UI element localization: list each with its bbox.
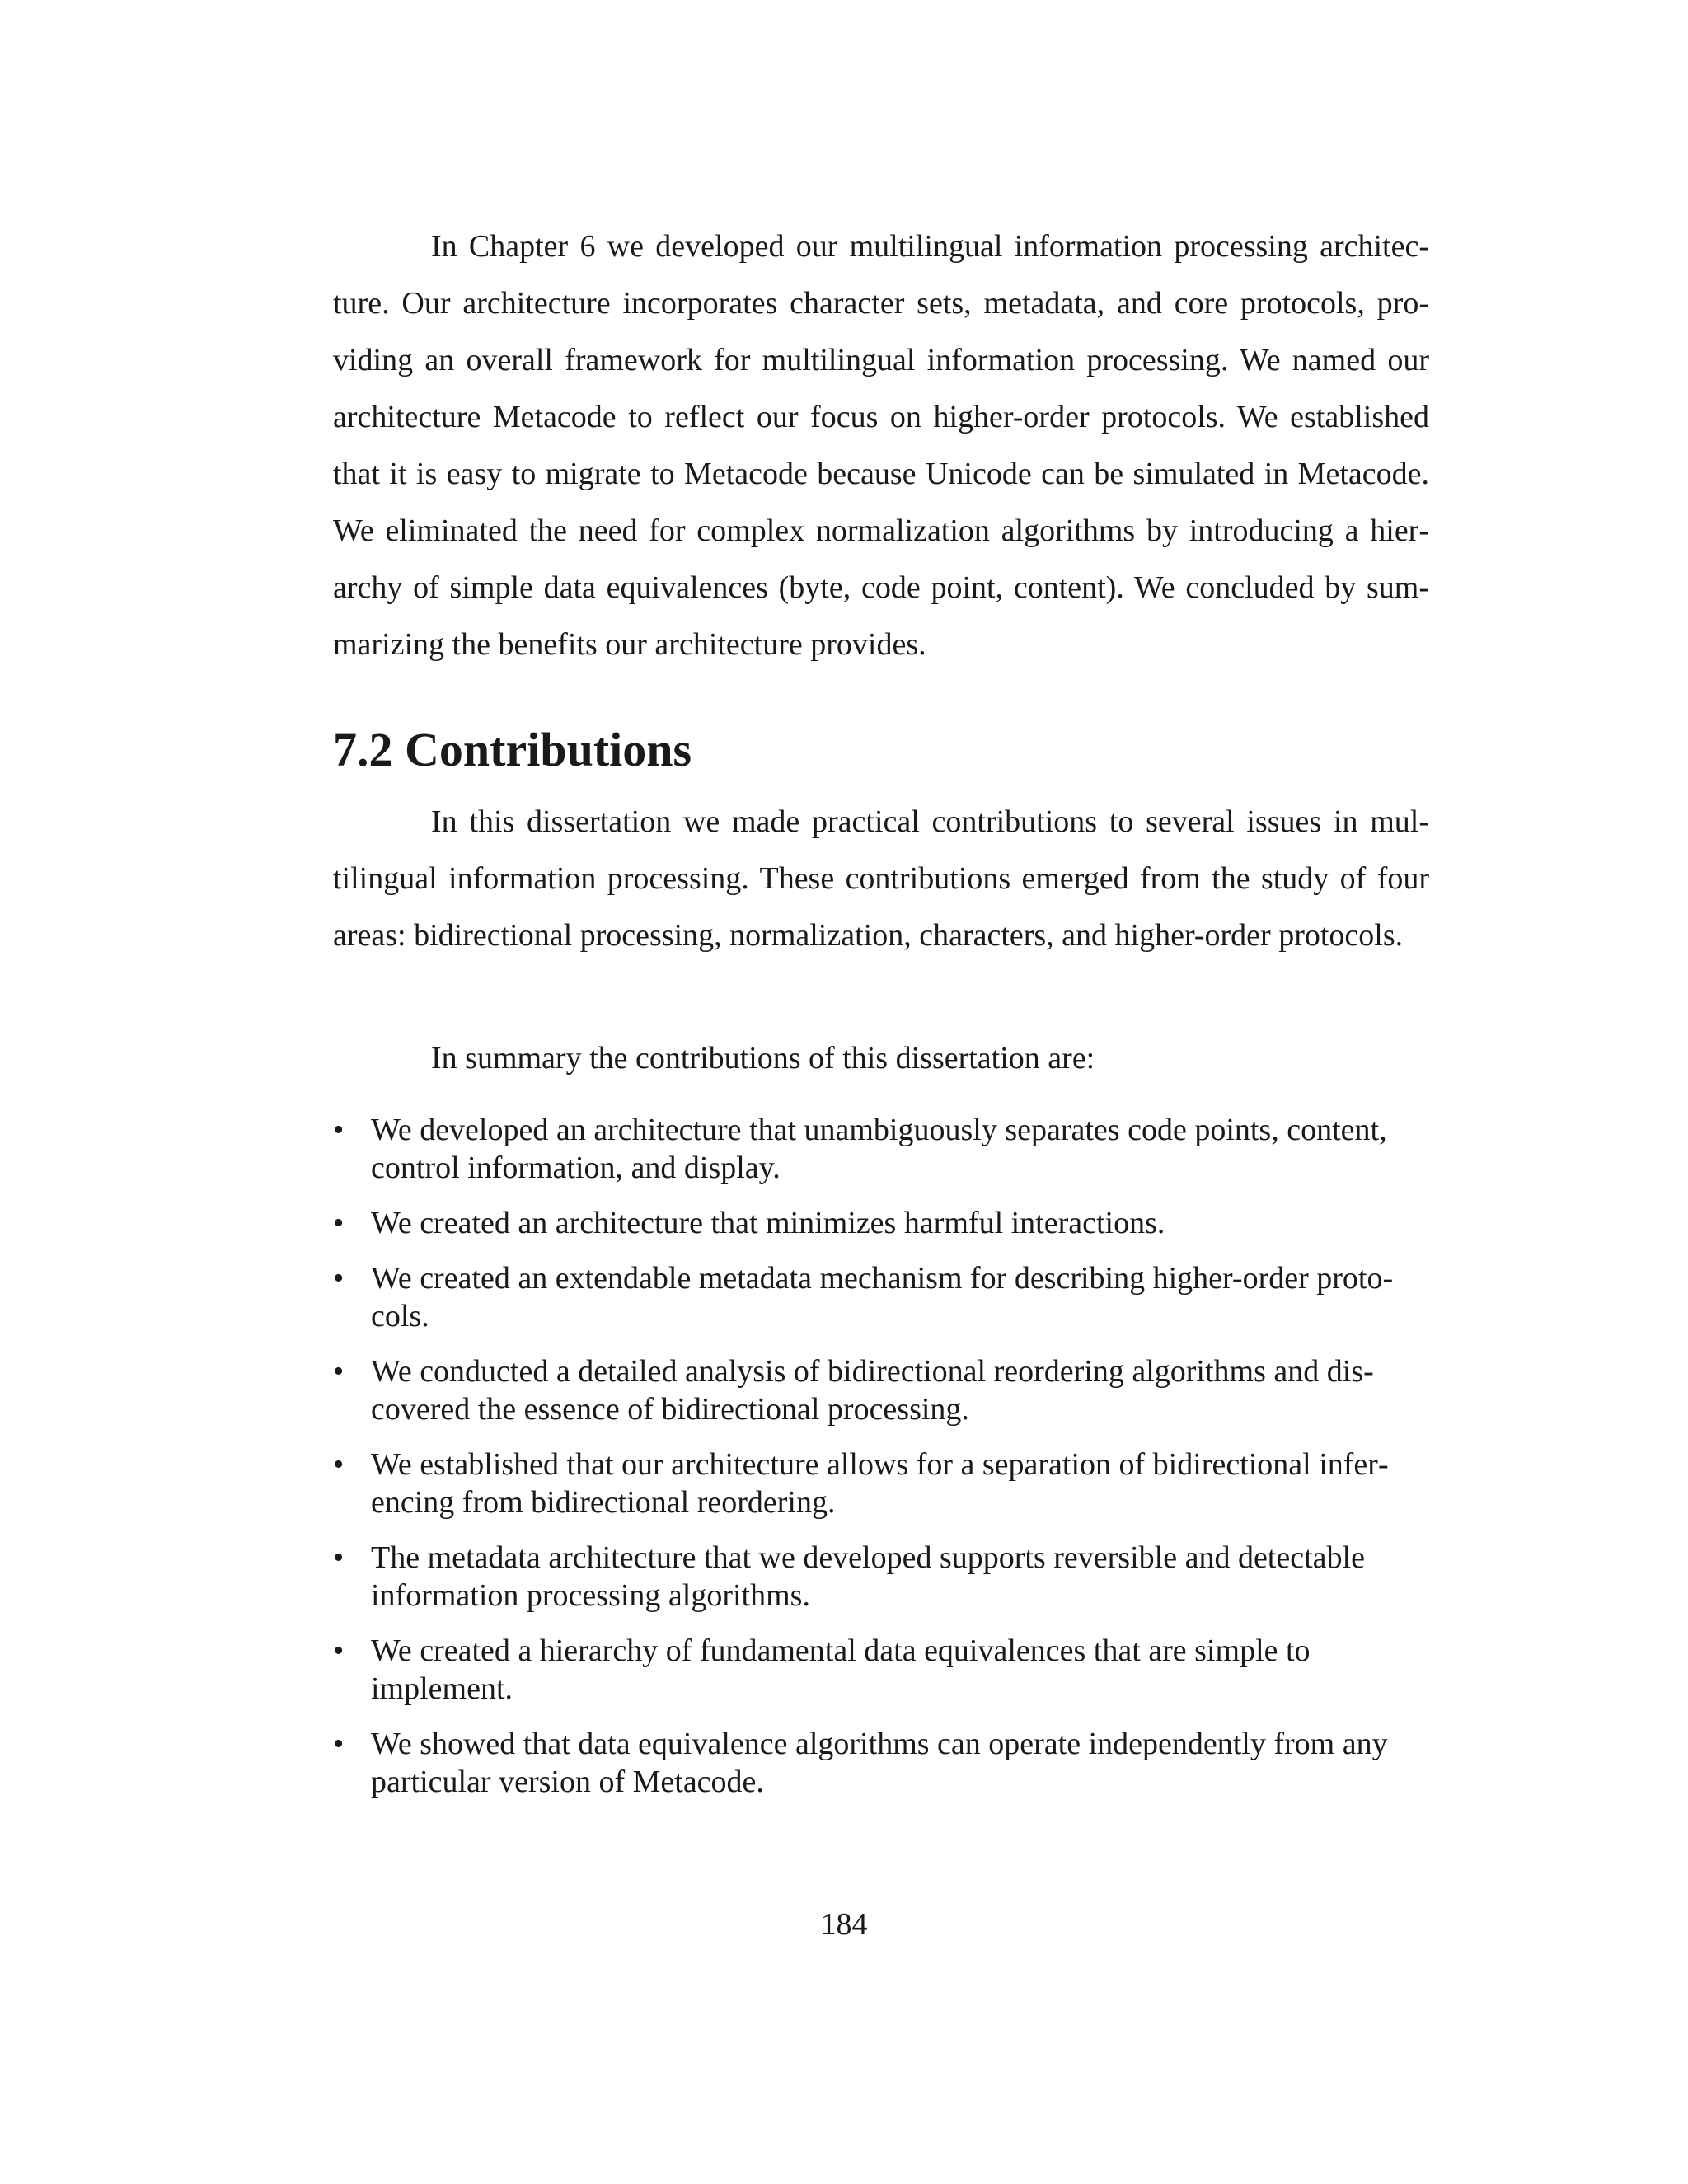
list-item-text: We conducted a detailed analysis of bidirectional reordering algorithms and discovered the essence of bidirectional processing. [371, 1354, 1374, 1427]
page-number: 184 [820, 1907, 868, 1942]
list-item-text: We developed an architecture that unambiguously separates code points, content, control information, and display. [371, 1113, 1387, 1185]
bullet-icon: • [333, 1113, 345, 1147]
list-item-text: We created an architecture that minimizes harmful interactions. [371, 1206, 1165, 1240]
list-item [333, 1259, 1429, 1335]
list-item [333, 1446, 1429, 1521]
list-item [333, 1632, 1429, 1708]
contributions-list [333, 1111, 1429, 1818]
bullet-icon: • [333, 1727, 345, 1761]
list-item [333, 1539, 1429, 1615]
bullet-icon: • [333, 1540, 345, 1575]
list-item [333, 1725, 1429, 1801]
bullet-icon: • [333, 1447, 345, 1482]
contributions-paragraph: In this dissertation we made practical contributions to several issues in multilingual information processing. These contributions emerged from the study of four areas: bidirectional processing, normalization, characters, and higher-order protocols. [333, 804, 1429, 953]
list-item [333, 1204, 1429, 1242]
intro-paragraph: In Chapter 6 we developed our multilingual information processing architecture. Our architecture incorporates character sets, metadata, and core protocols, providing an overall framework for multilingual information processing. We named our architecture Metacode to reflect our focus on higher-order protocols. We established that it is easy to migrate to Metacode because Unicode can be simulated in Metacode. We eliminated the need for complex normalization algorithms by introducing a hierarchy of simple data equivalences (byte, code point, content). We concluded by summarizing the benefits our architecture provides. [333, 229, 1429, 662]
bullet-icon: • [333, 1354, 345, 1389]
list-item-text: We created a hierarchy of fundamental data equivalences that are simple to implement. [371, 1633, 1311, 1706]
bullet-icon: • [333, 1261, 345, 1296]
list-item-text: We created an extendable metadata mechanism for describing higher-order protocols. [371, 1261, 1394, 1333]
section-heading: 7.2 Contributions [333, 723, 692, 776]
list-item-text: We showed that data equivalence algorithms can operate independently from any particular version of Metacode. [371, 1727, 1388, 1799]
bullet-icon: • [333, 1206, 345, 1240]
list-item [333, 1111, 1429, 1187]
summary-paragraph: In summary the contributions of this dissertation are: [431, 1041, 1095, 1076]
bullet-icon: • [333, 1633, 345, 1668]
list-item [333, 1352, 1429, 1428]
list-item-text: The metadata architecture that we developed supports reversible and detectable information processing algorithms. [371, 1540, 1365, 1613]
list-item-text: We established that our architecture allows for a separation of bidirectional inferencing from bidirectional reordering. [371, 1447, 1389, 1520]
